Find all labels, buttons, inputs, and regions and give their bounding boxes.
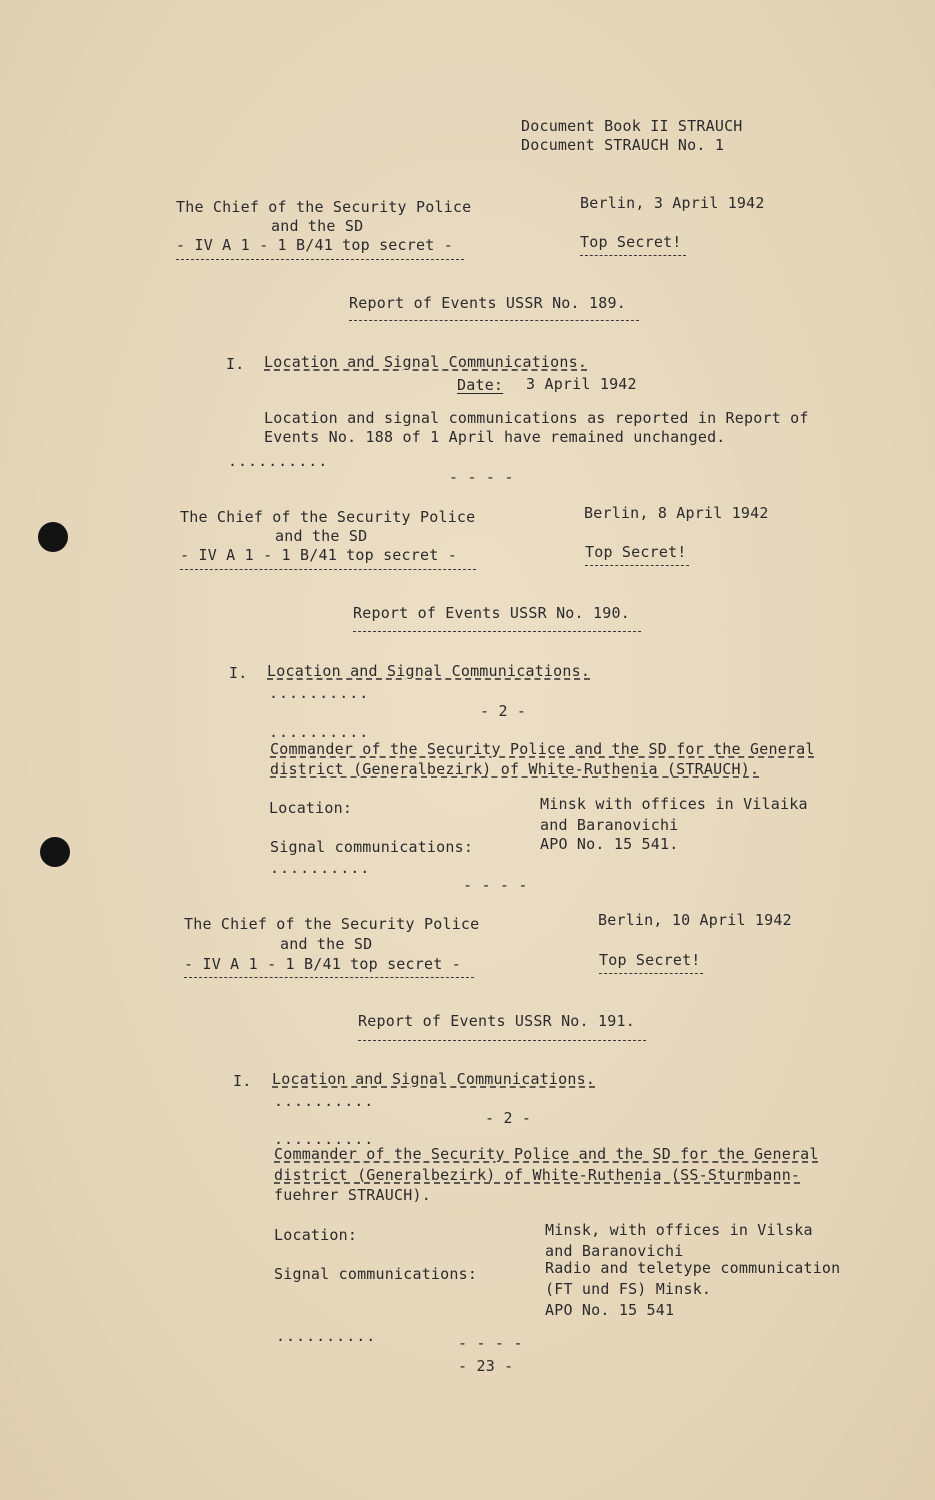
sender-line3: - IV A 1 - 1 B/41 top secret -	[180, 546, 457, 564]
page-reference: - 2 -	[480, 702, 527, 720]
signal-line1: APO No. 15 541.	[540, 835, 679, 853]
separator: - - - -	[449, 468, 514, 486]
ellipsis: ..........	[228, 452, 329, 470]
classification-underline	[585, 565, 689, 566]
sender-underline	[184, 977, 474, 978]
ellipsis: ..........	[274, 1092, 375, 1110]
ellipsis: ..........	[269, 684, 370, 702]
ellipsis: ..........	[270, 859, 371, 877]
sender-line2: and the SD	[271, 217, 364, 235]
signal-label: Signal communications:	[270, 838, 474, 856]
body-line2: Events No. 188 of 1 April have remained unchanged.	[264, 428, 726, 446]
report-title-underline	[358, 1040, 646, 1041]
signal-line3: APO No. 15 541	[545, 1301, 675, 1319]
location-label: Location:	[274, 1226, 358, 1244]
punch-hole-bottom	[40, 837, 70, 867]
classification-underline	[580, 255, 686, 256]
commander-line3: fuehrer STRAUCH).	[274, 1186, 431, 1204]
classification-underline	[599, 973, 703, 974]
signal-line2: (FT und FS) Minsk.	[545, 1280, 712, 1298]
punch-hole-top	[38, 522, 68, 552]
doc-ref-line2: Document STRAUCH No. 1	[521, 136, 725, 154]
section-heading: Location and Signal Communications.	[267, 662, 591, 680]
ellipsis: ..........	[276, 1327, 377, 1345]
place-date: Berlin, 8 April 1942	[584, 504, 769, 522]
classification: Top Secret!	[585, 543, 687, 561]
sender-underline	[176, 259, 464, 260]
classification: Top Secret!	[580, 233, 682, 251]
report-title: Report of Events USSR No. 190.	[353, 604, 630, 622]
sender-line3: - IV A 1 - 1 B/41 top secret -	[184, 955, 461, 973]
commander-line2: district (Generalbezirk) of White-Ruthenia (SS-Sturmbann-	[274, 1166, 801, 1184]
sender-line2: and the SD	[280, 935, 373, 953]
ellipsis: ..........	[274, 1130, 375, 1148]
separator: - - - -	[458, 1334, 523, 1352]
page-reference: - 2 -	[485, 1109, 532, 1127]
report-title-underline	[349, 320, 639, 321]
section-heading: Location and Signal Communications.	[272, 1070, 596, 1088]
heading-number: I.	[226, 355, 245, 373]
classification: Top Secret!	[599, 951, 701, 969]
separator: - - - -	[463, 876, 528, 894]
sender-line2: and the SD	[275, 527, 368, 545]
sender-line3: - IV A 1 - 1 B/41 top secret -	[176, 236, 453, 254]
page-number: - 23 -	[458, 1357, 514, 1375]
location-line2: and Baranovichi	[540, 816, 679, 834]
report-title-underline	[353, 631, 641, 632]
signal-label: Signal communications:	[274, 1265, 478, 1283]
commander-line1: Commander of the Security Police and the SD for the General	[274, 1145, 819, 1163]
doc-ref-line1: Document Book II STRAUCH	[521, 117, 743, 135]
location-line2: and Baranovichi	[545, 1242, 684, 1260]
sender-underline	[180, 569, 476, 570]
heading-number: I.	[233, 1072, 252, 1090]
location-line1: Minsk, with offices in Vilska	[545, 1221, 813, 1239]
heading-number: I.	[229, 664, 248, 682]
signal-line1: Radio and teletype communication	[545, 1259, 841, 1277]
location-label: Location:	[269, 799, 353, 817]
place-date: Berlin, 3 April 1942	[580, 194, 765, 212]
place-date: Berlin, 10 April 1942	[598, 911, 792, 929]
report-title: Report of Events USSR No. 191.	[358, 1012, 635, 1030]
date-label: Date:	[457, 376, 504, 394]
sender-line1: The Chief of the Security Police	[176, 198, 472, 216]
report-title: Report of Events USSR No. 189.	[349, 294, 626, 312]
ellipsis: ..........	[269, 723, 370, 741]
commander-line1: Commander of the Security Police and the SD for the General	[270, 740, 815, 758]
sender-line1: The Chief of the Security Police	[180, 508, 476, 526]
commander-line2: district (Generalbezirk) of White-Ruthenia (STRAUCH).	[270, 760, 760, 778]
body-line1: Location and signal communications as reported in Report of	[264, 409, 809, 427]
location-line1: Minsk with offices in Vilaika	[540, 795, 808, 813]
date-value: 3 April 1942	[526, 375, 637, 393]
section-heading: Location and Signal Communications.	[264, 353, 588, 371]
sender-line1: The Chief of the Security Police	[184, 915, 480, 933]
